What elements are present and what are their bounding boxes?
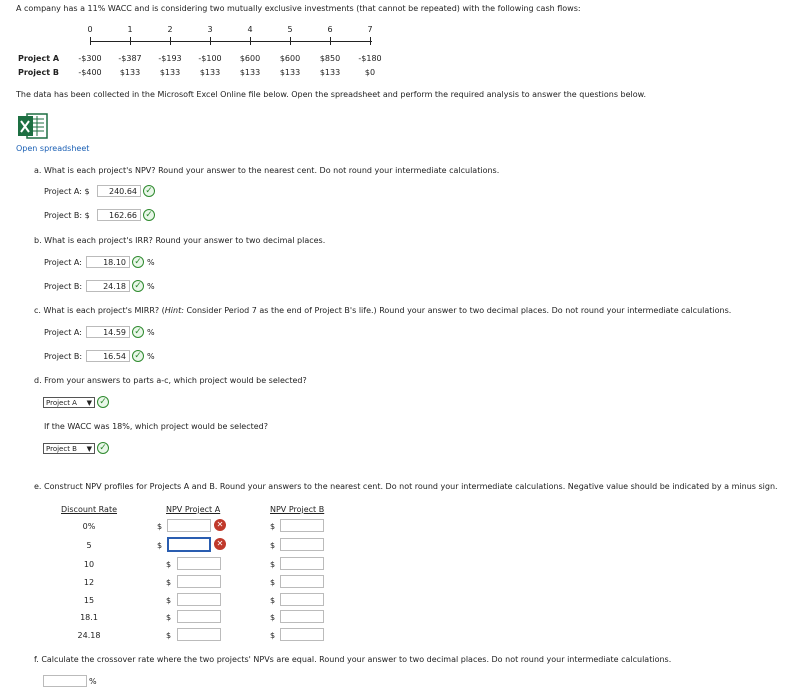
period-label: 1 bbox=[127, 25, 133, 34]
percent-unit: % bbox=[89, 677, 97, 686]
timeline-tick bbox=[210, 37, 211, 45]
project-a-flow: -$387 bbox=[118, 54, 142, 63]
crossover-rate-input[interactable] bbox=[43, 675, 87, 687]
npv-a-input[interactable] bbox=[177, 593, 221, 606]
percent-unit: % bbox=[147, 328, 155, 337]
correct-check-icon: ✓ bbox=[132, 256, 144, 268]
followup-question: If the WACC was 18%, which project would be selected? bbox=[44, 422, 268, 431]
timeline-tick bbox=[330, 37, 331, 45]
percent-unit: % bbox=[147, 258, 155, 267]
correct-check-icon: ✓ bbox=[143, 209, 155, 221]
open-spreadsheet-link[interactable]: Open spreadsheet bbox=[16, 144, 90, 153]
project-select-dropdown[interactable] bbox=[43, 397, 95, 408]
period-label: 4 bbox=[247, 25, 253, 34]
incorrect-x-icon: ✕ bbox=[214, 519, 226, 531]
question-b: b. What is each project's IRR? Round your answer to two decimal places. bbox=[34, 236, 326, 245]
npv-b-input[interactable] bbox=[280, 557, 324, 570]
project-a-flow: -$193 bbox=[158, 54, 182, 63]
discount-rate-value: 18.1 bbox=[80, 613, 98, 622]
question-f: f. Calculate the crossover rate where the two projects' NPVs are equal. Round your answer to two decimal places. Do not round your intermediate calculations. bbox=[34, 655, 672, 664]
discount-rate-value: 0% bbox=[82, 522, 96, 531]
currency-symbol: $ bbox=[270, 631, 276, 640]
project-a-irr-input[interactable]: 18.10 bbox=[86, 256, 130, 268]
currency-symbol: $ bbox=[157, 522, 163, 531]
npv-a-header: NPV Project A bbox=[166, 505, 221, 514]
period-label: 3 bbox=[207, 25, 213, 34]
project-b-flow: $0 bbox=[364, 68, 376, 77]
correct-check-icon: ✓ bbox=[132, 280, 144, 292]
period-label: 7 bbox=[367, 25, 373, 34]
question-d: d. From your answers to parts a-c, which project would be selected? bbox=[34, 376, 307, 385]
project-a-irr-label: Project A: bbox=[44, 258, 82, 267]
project-b-flow: $133 bbox=[159, 68, 181, 77]
project-a-npv-input[interactable]: 240.64 bbox=[97, 185, 141, 197]
project-a-flow: -$100 bbox=[198, 54, 222, 63]
project-a-flow: $600 bbox=[279, 54, 301, 63]
hint-label: Hint: bbox=[164, 306, 184, 315]
excel-icon[interactable] bbox=[17, 112, 49, 140]
npv-a-input[interactable] bbox=[177, 575, 221, 588]
currency-symbol: $ bbox=[166, 578, 172, 587]
period-label: 2 bbox=[167, 25, 173, 34]
npv-a-input[interactable] bbox=[167, 519, 211, 532]
correct-check-icon: ✓ bbox=[132, 350, 144, 362]
currency-symbol: $ bbox=[166, 613, 172, 622]
currency-symbol: $ bbox=[270, 596, 276, 605]
npv-b-input[interactable] bbox=[280, 575, 324, 588]
select-value: Project B bbox=[46, 445, 77, 453]
discount-rate-value: 5 bbox=[86, 541, 92, 550]
discount-rate-value: 10 bbox=[83, 560, 95, 569]
npv-b-header: NPV Project B bbox=[270, 505, 325, 514]
project-a-flow: $850 bbox=[319, 54, 341, 63]
project-a-mirr-label: Project A: bbox=[44, 328, 82, 337]
timeline-tick bbox=[130, 37, 131, 45]
data-note: The data has been collected in the Microsoft Excel Online file below. Open the spreadsheet and perform the required analysis to answer the questions below. bbox=[16, 90, 646, 99]
currency-symbol: $ bbox=[157, 541, 163, 550]
timeline-tick bbox=[370, 37, 371, 45]
project-b-label: Project B bbox=[18, 68, 59, 77]
currency-symbol: $ bbox=[270, 578, 276, 587]
project-a-mirr-input[interactable]: 14.59 bbox=[86, 326, 130, 338]
discount-rate-value: 15 bbox=[83, 596, 95, 605]
currency-symbol: $ bbox=[270, 560, 276, 569]
correct-check-icon: ✓ bbox=[132, 326, 144, 338]
npv-b-input[interactable] bbox=[280, 538, 324, 551]
question-a: a. What is each project's NPV? Round your answer to the nearest cent. Do not round your intermediate calculations. bbox=[34, 166, 500, 175]
correct-check-icon: ✓ bbox=[97, 442, 109, 454]
select-value: Project A bbox=[46, 399, 77, 407]
project-b-irr-label: Project B: bbox=[44, 282, 83, 291]
project-b-flow: $133 bbox=[199, 68, 221, 77]
currency-symbol: $ bbox=[270, 522, 276, 531]
npv-a-input[interactable] bbox=[177, 628, 221, 641]
period-label: 6 bbox=[327, 25, 333, 34]
project-select-dropdown[interactable] bbox=[43, 443, 95, 454]
period-label: 5 bbox=[287, 25, 293, 34]
npv-b-input[interactable] bbox=[280, 610, 324, 623]
question-c bbox=[34, 306, 731, 315]
project-b-mirr-label: Project B: bbox=[44, 352, 83, 361]
percent-unit: % bbox=[147, 352, 155, 361]
project-b-flow: $133 bbox=[119, 68, 141, 77]
npv-a-input[interactable] bbox=[177, 610, 221, 623]
currency-symbol: $ bbox=[270, 613, 276, 622]
currency-symbol: $ bbox=[166, 596, 172, 605]
project-b-mirr-input[interactable]: 16.54 bbox=[86, 350, 130, 362]
project-a-npv-label: Project A: $ bbox=[44, 187, 90, 196]
project-b-npv-input[interactable]: 162.66 bbox=[97, 209, 141, 221]
discount-rate-value: 24.18 bbox=[77, 631, 101, 640]
currency-symbol: $ bbox=[166, 560, 172, 569]
correct-check-icon: ✓ bbox=[97, 396, 109, 408]
project-a-flow: -$300 bbox=[78, 54, 102, 63]
project-b-flow: -$400 bbox=[78, 68, 102, 77]
timeline-tick bbox=[170, 37, 171, 45]
timeline-tick bbox=[250, 37, 251, 45]
currency-symbol: $ bbox=[166, 631, 172, 640]
percent-unit: % bbox=[147, 282, 155, 291]
discount-rate-header: Discount Rate bbox=[61, 505, 118, 514]
npv-b-input[interactable] bbox=[280, 628, 324, 641]
question-c-suffix: Round your answer to two decimal places. Do not round your intermediate calculations. bbox=[376, 306, 732, 315]
npv-a-input[interactable] bbox=[167, 537, 211, 552]
question-c-prefix: c. What is each project's MIRR? ( bbox=[34, 306, 165, 315]
discount-rate-value: 12 bbox=[83, 578, 95, 587]
project-b-flow: $133 bbox=[319, 68, 341, 77]
chevron-down-icon: ▼ bbox=[86, 399, 92, 407]
project-b-flow: $133 bbox=[279, 68, 301, 77]
incorrect-x-icon: ✕ bbox=[214, 538, 226, 550]
project-a-flow: -$180 bbox=[358, 54, 382, 63]
timeline-tick bbox=[90, 37, 91, 45]
project-a-flow: $600 bbox=[239, 54, 261, 63]
period-label: 0 bbox=[87, 25, 93, 34]
npv-b-input[interactable] bbox=[280, 519, 324, 532]
currency-symbol: $ bbox=[270, 541, 276, 550]
npv-b-input[interactable] bbox=[280, 593, 324, 606]
project-a-label: Project A bbox=[18, 54, 60, 63]
intro-text: A company has a 11% WACC and is considering two mutually exclusive investments (that cannot be repeated) with the following cash flows: bbox=[16, 4, 581, 13]
hint-text: Consider Period 7 as the end of Project B's life.) bbox=[183, 306, 377, 315]
timeline-tick bbox=[290, 37, 291, 45]
question-e: e. Construct NPV profiles for Projects A and B. Round your answers to the nearest cent. Do not round your intermediate calculations. Negative value should be indicated by a minus sign. bbox=[34, 482, 778, 491]
npv-a-input[interactable] bbox=[177, 557, 221, 570]
project-b-flow: $133 bbox=[239, 68, 261, 77]
project-b-npv-label: Project B: $ bbox=[44, 211, 90, 220]
chevron-down-icon: ▼ bbox=[86, 445, 92, 453]
project-b-irr-input[interactable]: 24.18 bbox=[86, 280, 130, 292]
correct-check-icon: ✓ bbox=[143, 185, 155, 197]
